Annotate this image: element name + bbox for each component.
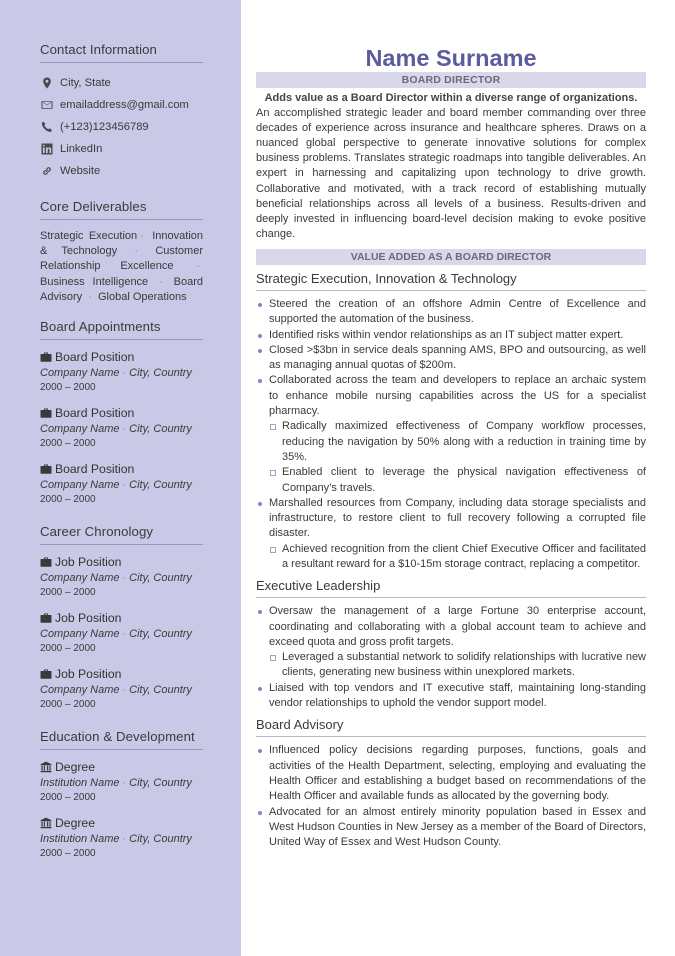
sidebar: [0, 0, 241, 956]
section-heading: Executive Leadership: [256, 578, 646, 598]
entry-location: City, Country: [129, 684, 192, 697]
entry-dates: 2000 – 2000: [40, 438, 96, 450]
location-text: City, State: [60, 77, 111, 89]
entry-title: Job Position: [55, 611, 122, 626]
bullet-item: Marshalled resources from Company, including data storage specialists and infrastructure, to restore client to full recovery following a corrupted file disaster.: [256, 496, 646, 542]
entry-title: Job Position: [55, 555, 122, 570]
summary-lead: Adds value as a Board Director within a diverse range of organizations.: [264, 92, 638, 104]
entry-location: City, Country: [129, 572, 192, 585]
contact-section: [40, 42, 203, 182]
linkedin-text[interactable]: LinkedIn: [60, 143, 103, 155]
entry-dates: 2000 – 2000: [40, 848, 96, 860]
section-heading: Strategic Execution, Innovation & Technology: [256, 271, 646, 291]
briefcase-icon: [40, 612, 52, 624]
value-added-bar: VALUE ADDED AS A BOARD DIRECTOR: [256, 249, 646, 265]
contact-list: [40, 72, 203, 182]
separator-dot: ·: [122, 572, 127, 585]
entry-company: Company Name: [40, 572, 120, 585]
bullet-item: Steered the creation of an offshore Admin Centre of Excellence and supported the automation of the business.: [256, 297, 646, 328]
phone-text[interactable]: (+123)123456789: [60, 121, 149, 133]
career-entry: [40, 554, 203, 600]
deliverables-list: [40, 229, 203, 305]
contact-email[interactable]: [40, 94, 203, 116]
entry-title: Board Position: [55, 462, 135, 477]
deliverable-item: Board Advisory: [40, 275, 203, 303]
separator-dot: ·: [122, 628, 127, 641]
separator-dot: ·: [140, 230, 144, 242]
separator-dot: ·: [122, 367, 127, 380]
entry-company: Company Name: [40, 367, 120, 380]
entry-dates: 2000 – 2000: [40, 699, 96, 711]
institution-icon: [40, 761, 52, 773]
sub-bullet-item: Achieved recognition from the client Chief Executive Officer and facilitated a resultant reward for a $10-15m storage contract, replacing a competitor.: [256, 542, 646, 573]
link-icon: [40, 165, 53, 178]
entry-title: Board Position: [55, 406, 135, 421]
entry-company: Company Name: [40, 423, 120, 436]
deliverables-heading: Core Deliverables: [40, 199, 203, 220]
bullet-item: Collaborated across the team and developers to replace an archaic system to enhance mobile nursing capabilities across the US for a specialist pharmacy.: [256, 373, 646, 419]
bullet-list: [256, 297, 646, 572]
board-section: [40, 319, 203, 507]
deliverable-item: Business Intelligence: [40, 275, 149, 288]
entry-company: Company Name: [40, 628, 120, 641]
education-heading: Education & Development: [40, 729, 203, 750]
career-entry: [40, 666, 203, 712]
summary-text: An accomplished strategic leader and board member commanding over three decades of experience across insurance and healthcare spheres. Draws on a nuanced global perspective to generate innovative solutions for complex business problems. Translates strategic roadmaps into tangible deliverables. An expert in harnessing and capitalizing upon technology to drive growth. Collaborative and motivated, with a track record of establishing mutually beneficial relationships across all levels of a business. Results-driven and deeply invested in influencing board-level decision making to evoke positive change.: [256, 107, 646, 240]
contact-website[interactable]: [40, 160, 203, 182]
entry-dates: 2000 – 2000: [40, 792, 96, 804]
career-section: [40, 524, 203, 712]
summary-paragraph: [256, 91, 646, 242]
section-leadership: [256, 578, 646, 711]
entry-dates: 2000 – 2000: [40, 587, 96, 599]
bullet-item: Closed >$3bn in service deals spanning AMS, BPO and outsourcing, as well as managing annual quotas of $200m.: [256, 343, 646, 374]
candidate-name: Name Surname: [365, 45, 537, 71]
entry-title: Job Position: [55, 667, 122, 682]
entry-company: Institution Name: [40, 777, 120, 790]
sub-bullet-item: Enabled client to leverage the physical navigation effectiveness of Company’s travels.: [256, 465, 646, 496]
bullet-list: [256, 743, 646, 850]
role-title-bar: BOARD DIRECTOR: [256, 72, 646, 88]
entry-location: City, Country: [129, 423, 192, 436]
separator-dot: ·: [122, 684, 127, 697]
entry-dates: 2000 – 2000: [40, 494, 96, 506]
main-content: [256, 0, 646, 856]
separator-dot: ·: [134, 245, 139, 258]
deliverables-section: [40, 199, 203, 305]
bullet-item: Identified risks within vendor relationships as an IT subject matter expert.: [256, 328, 646, 343]
career-heading: Career Chronology: [40, 524, 203, 545]
bullet-item: Advocated for an almost entirely minority population based in Essex and West Hudson Counties in New Jersey as a member of the Board of Directors, United Way of Essex and West Hudson County.: [256, 805, 646, 851]
separator-dot: ·: [122, 423, 127, 436]
entry-location: City, Country: [129, 479, 192, 492]
sub-bullet-item: Leveraged a substantial network to solidify relationships with lucrative new clients, generating new business within unexplored markets.: [256, 650, 646, 681]
career-entry: [40, 610, 203, 656]
entry-company: Company Name: [40, 479, 120, 492]
briefcase-icon: [40, 463, 52, 475]
deliverable-item: Customer Relationship Excellence: [40, 245, 203, 273]
entry-company: Company Name: [40, 684, 120, 697]
education-section: [40, 729, 203, 861]
education-entry: [40, 759, 203, 805]
separator-dot: ·: [122, 777, 127, 790]
deliverable-item: Strategic Execution: [40, 230, 138, 242]
contact-linkedin[interactable]: [40, 138, 203, 160]
briefcase-icon: [40, 407, 52, 419]
deliverable-item: Global Operations: [97, 290, 187, 303]
institution-icon: [40, 817, 52, 829]
deliverable-item: Innovation & Technology: [40, 230, 203, 258]
briefcase-icon: [40, 556, 52, 568]
board-entry: [40, 349, 203, 395]
separator-dot: ·: [122, 479, 127, 492]
entry-title: Board Position: [55, 350, 135, 365]
entry-dates: 2000 – 2000: [40, 382, 96, 394]
board-entry: [40, 405, 203, 451]
contact-location: [40, 72, 203, 94]
phone-icon: [40, 121, 53, 134]
section-heading: Board Advisory: [256, 717, 646, 737]
website-text[interactable]: Website: [60, 165, 101, 177]
entry-location: City, Country: [129, 628, 192, 641]
entry-location: City, Country: [129, 777, 192, 790]
briefcase-icon: [40, 668, 52, 680]
entry-title: Degree: [55, 816, 95, 831]
bullet-item: Influenced policy decisions regarding purposes, functions, goals and activities of the Health Department, selecting, employing and evaluating the Health Officer and establishing a budget based on recommendations of the Health Officer and available funds as allocated by the governing body.: [256, 743, 646, 804]
board-heading: Board Appointments: [40, 319, 203, 340]
education-entry: [40, 815, 203, 861]
separator-dot: ·: [88, 290, 92, 303]
entry-location: City, Country: [129, 367, 192, 380]
linkedin-icon: [40, 143, 53, 156]
contact-phone[interactable]: [40, 116, 203, 138]
bullet-list: [256, 604, 646, 711]
briefcase-icon: [40, 351, 52, 363]
location-pin-icon: [40, 77, 53, 90]
sub-bullet-item: Radically maximized effectiveness of Company workflow processes, reducing the navigation by 50% along with a reduction in training time by 35%.: [256, 419, 646, 465]
entry-company: Institution Name: [40, 833, 120, 846]
contact-heading: Contact Information: [40, 42, 203, 63]
envelope-icon: [40, 99, 53, 112]
entry-location: City, Country: [129, 833, 192, 846]
bullet-item: Oversaw the management of a large Fortune 30 enterprise account, coordinating and collaborating with a global account team to achieve and exceed quota and gross profit targets.: [256, 604, 646, 650]
section-strategic: [256, 271, 646, 572]
bullet-item: Liaised with top vendors and IT executive staff, maintaining long-standing vendor relationships to uphold the vendor support model.: [256, 681, 646, 712]
separator-dot: ·: [196, 260, 200, 273]
entry-title: Degree: [55, 760, 95, 775]
separator-dot: ·: [159, 275, 163, 288]
email-text[interactable]: emailaddress@gmail.com: [60, 99, 189, 111]
board-entry: [40, 461, 203, 507]
section-advisory: [256, 717, 646, 850]
separator-dot: ·: [122, 833, 127, 846]
entry-dates: 2000 – 2000: [40, 643, 96, 655]
